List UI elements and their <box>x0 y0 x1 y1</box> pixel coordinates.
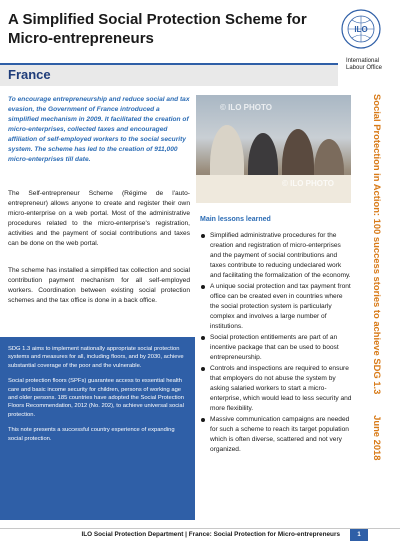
photo-watermark: © ILO PHOTO <box>282 179 334 188</box>
org-name: International Labour Office <box>346 58 382 71</box>
intro-paragraph: To encourage entrepreneurship and reduce social and tax evasion, the Government of France introduced a simplified mechanism in 2009. It facilitated the creation of micro-enterprises, collected taxes and encouraged affiliation of self-employed workers to the social security system. The scheme has led to the creation of 911,000 micro-enterprises till date. <box>8 96 190 163</box>
page-number: 1 <box>350 529 368 541</box>
logo-lettering: ILO <box>354 25 368 34</box>
box-paragraph: This note presents a successful country experience of expanding social protection. <box>8 427 175 442</box>
lessons-title: Main lessons learned <box>200 216 271 223</box>
photo-watermark: © ILO PHOTO <box>220 103 272 112</box>
body-paragraph-1: The Self-entrepreneur Scheme (Régime de l'auto-entrepreneur) allows anyone to create and register their own micro-enterprise on a web portal. Most of the administrative procedures related to the micro-enterprise's registration, activities and the payment of social contributions and taxes can be done on the web portal. <box>8 190 190 247</box>
lessons-section <box>200 216 352 456</box>
ilo-emblem-icon <box>340 8 382 50</box>
page-footer <box>0 528 400 542</box>
series-title: Social Protection in Action: 100 success stories to achieve SDG 1.3 June 2018 <box>372 94 383 461</box>
sdg-info-box <box>0 337 195 520</box>
lessons-list <box>200 231 352 455</box>
series-sidebar <box>353 88 400 528</box>
lesson-item: Social protection entitlements are part of an incentive package that can be used to boost entrepreneurship. <box>200 333 352 363</box>
box-paragraph: Social protection floors (SPFs) guarantee access to essential health care and basic income security for children, persons of working age and older persons. 185 countries have adopted the Social Protection Floors Recommendation, 2012 (No. 202), to achieve universal social protection. <box>8 378 184 418</box>
box-paragraph: SDG 1.3 aims to implement nationally appropriate social protection systems and measures for all, including floors, and by 2030, achieve substantial coverage of the poor and the vulnerable. <box>8 346 184 369</box>
country-bar <box>0 63 338 86</box>
cover-photo <box>196 95 351 203</box>
page-title: A Simplified Social Protection Scheme for Micro-entrepreneurs <box>8 11 307 47</box>
series-date: June 2018 <box>372 415 383 461</box>
body-paragraph-2: The scheme has installed a simplified tax collection and social contribution payment mechanism for all self-employed workers. Coordination between existing social protection schemes and the tax office is done in a back office. <box>8 267 190 304</box>
lesson-item: Massive communication campaigns are needed for such a scheme to reach its target population which is often diverse, scattered and not very organized. <box>200 415 352 455</box>
ilo-logo <box>340 8 394 72</box>
footer-text: ILO Social Protection Department | France: Social Protection for Micro-entrepreneurs <box>81 531 340 538</box>
lesson-item: Controls and inspections are required to ensure that employers do not abuse the system by asking salaried workers to start a micro-enterprise, which would lead to less security and more flexibility. <box>200 364 352 414</box>
country-name: France <box>8 67 51 82</box>
lesson-item: Simplified administrative procedures for the creation and registration of micro-enterprises and the payment of social contributions and taxes contribute to reducing undeclared work and facilitating the formalization of the economy. <box>200 231 352 281</box>
lesson-item: A unique social protection and tax payment front office can be created even in countries where the social protection system is particularly complex and involves a large number of institutions. <box>200 282 352 332</box>
